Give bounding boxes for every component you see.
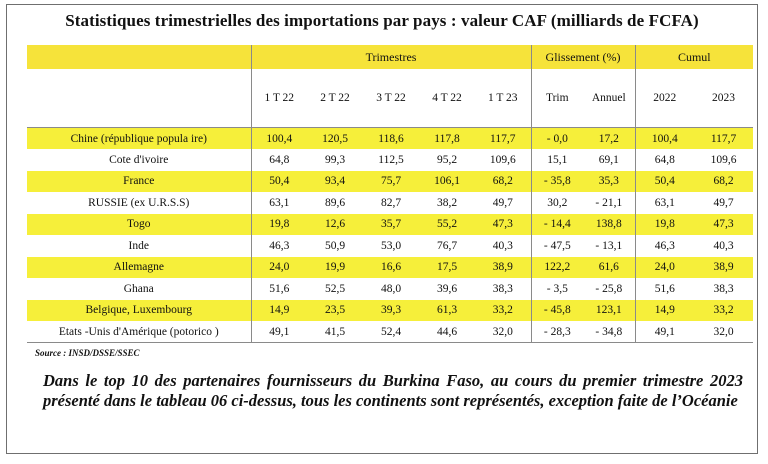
value-cell: 50,4	[251, 171, 307, 193]
column-header: 3 T 22	[363, 69, 419, 128]
value-cell: 52,4	[363, 321, 419, 343]
country-cell: Etats -Unis d'Amérique (potorico )	[27, 321, 251, 343]
value-cell: - 47,5	[531, 235, 583, 257]
document-frame	[6, 4, 758, 454]
value-cell: 47,3	[475, 214, 531, 236]
value-cell: 38,3	[492, 282, 513, 295]
source-note: Source : INSD/DSSE/SSEC	[35, 348, 140, 358]
value-cell: 63,1	[635, 192, 694, 214]
column-header: Annuel	[583, 69, 635, 128]
column-header: 1 T 23	[475, 69, 531, 128]
value-cell: 47,3	[694, 214, 753, 236]
value-cell: 32,0	[694, 321, 753, 343]
value-cell: 33,2	[475, 300, 531, 322]
value-cell: 51,6	[251, 278, 307, 300]
value-cell: 123,1	[583, 300, 635, 322]
value-cell: 38,2	[436, 196, 458, 209]
value-cell: 23,5	[307, 300, 363, 322]
header-column-row	[27, 69, 753, 128]
value-cell: 117,7	[475, 128, 531, 150]
value-cell: 122,2	[531, 257, 583, 279]
value-cell: 14,9	[251, 300, 307, 322]
value-cell: 51,6	[635, 278, 694, 300]
column-header: 2022	[635, 69, 694, 128]
value-cell: 46,3	[251, 235, 307, 257]
value-cell: 19,8	[251, 214, 307, 236]
table-row	[27, 192, 753, 214]
value-cell: 120,5	[307, 128, 363, 150]
value-cell: 100,4	[251, 128, 307, 150]
value-cell: 109,6	[489, 153, 516, 166]
value-cell: 64,8	[251, 149, 307, 171]
table-row	[27, 321, 753, 343]
value-cell: 17,5	[419, 257, 475, 279]
value-cell: 15,1	[531, 149, 583, 171]
value-cell: 39,6	[436, 282, 458, 295]
value-cell: - 14,4	[531, 214, 583, 236]
value-cell: 49,1	[251, 321, 307, 343]
value-cell: 63,1	[251, 192, 307, 214]
table-row	[27, 235, 753, 257]
value-cell: 112,5	[378, 153, 404, 166]
value-cell: 38,3	[713, 282, 734, 295]
country-cell: RUSSIE (ex U.R.S.S)	[88, 196, 190, 209]
value-cell: 49,7	[492, 196, 513, 209]
value-cell: - 21,1	[595, 196, 623, 209]
commentary-paragraph: Dans le top 10 des partenaires fournisseurs du Burkina Faso, au cours du premier trimestre 2023 présenté dans le tableau 06 ci-dessus, tous les continents sont représentés, exception faite de l’Océanie	[43, 371, 743, 410]
value-cell: 40,3	[713, 239, 734, 252]
value-cell: 50,9	[324, 239, 346, 252]
value-cell: 55,2	[419, 214, 475, 236]
value-cell: 49,7	[713, 196, 734, 209]
value-cell: 82,7	[380, 196, 402, 209]
value-cell: 30,2	[531, 192, 583, 214]
value-cell: 68,2	[475, 171, 531, 193]
value-cell: 40,3	[492, 239, 513, 252]
country-cell: Ghana	[123, 282, 154, 295]
table-row	[27, 128, 753, 150]
value-cell: - 34,8	[583, 321, 635, 343]
column-header: 4 T 22	[419, 69, 475, 128]
country-cell: Cote d'ivoire	[109, 153, 169, 166]
value-cell: 35,7	[363, 214, 419, 236]
header-blank-cell	[27, 45, 251, 69]
value-cell: 16,6	[363, 257, 419, 279]
column-header: 2 T 22	[307, 69, 363, 128]
value-cell: 53,0	[380, 239, 402, 252]
value-cell: 50,4	[635, 171, 694, 193]
value-cell: - 28,3	[531, 321, 583, 343]
value-cell: 48,0	[380, 282, 402, 295]
value-cell: 109,6	[710, 153, 737, 166]
value-cell: 49,1	[635, 321, 694, 343]
value-cell: 19,8	[635, 214, 694, 236]
value-cell: 118,6	[363, 128, 419, 150]
value-cell: 38,9	[475, 257, 531, 279]
header-glissement: Glissement (%)	[531, 45, 635, 69]
value-cell: 38,9	[694, 257, 753, 279]
value-cell: 76,7	[436, 239, 458, 252]
column-header: 1 T 22	[251, 69, 307, 128]
country-cell: Togo	[27, 214, 251, 236]
value-cell: 117,7	[694, 128, 753, 150]
header-trimestres: Trimestres	[251, 45, 531, 69]
value-cell: - 13,1	[595, 239, 623, 252]
value-cell: - 45,8	[531, 300, 583, 322]
value-cell: 117,8	[419, 128, 475, 150]
value-cell: 33,2	[694, 300, 753, 322]
value-cell: 89,6	[324, 196, 346, 209]
value-cell: 44,6	[419, 321, 475, 343]
value-cell: 24,0	[635, 257, 694, 279]
value-cell: 14,9	[635, 300, 694, 322]
value-cell: 61,3	[419, 300, 475, 322]
table-row	[27, 257, 753, 279]
country-cell: France	[27, 171, 251, 193]
header-country-cell	[27, 69, 251, 128]
value-cell: 68,2	[694, 171, 753, 193]
table-row	[27, 214, 753, 236]
column-header: 2023	[694, 69, 753, 128]
value-cell: 95,2	[436, 153, 458, 166]
value-cell: - 25,8	[595, 282, 623, 295]
value-cell: 41,5	[307, 321, 363, 343]
header-cumul: Cumul	[635, 45, 753, 69]
value-cell: 12,6	[307, 214, 363, 236]
value-cell: 75,7	[363, 171, 419, 193]
table-row	[27, 171, 753, 193]
country-cell: Belgique, Luxembourg	[27, 300, 251, 322]
country-cell: Chine (république popula ire)	[27, 128, 251, 150]
value-cell: 99,3	[324, 153, 346, 166]
value-cell: 39,3	[363, 300, 419, 322]
value-cell: 35,3	[583, 171, 635, 193]
value-cell: - 0,0	[531, 128, 583, 150]
value-cell: 17,2	[583, 128, 635, 150]
value-cell: - 3,5	[531, 278, 583, 300]
table-row	[27, 149, 753, 171]
header-group-row	[27, 45, 753, 69]
value-cell: 106,1	[419, 171, 475, 193]
value-cell: 138,8	[583, 214, 635, 236]
value-cell: 69,1	[598, 153, 619, 166]
value-cell: 52,5	[324, 282, 346, 295]
table-row	[27, 278, 753, 300]
value-cell: 19,9	[307, 257, 363, 279]
import-statistics-table	[27, 45, 753, 343]
value-cell: 24,0	[251, 257, 307, 279]
column-header: Trim	[531, 69, 583, 128]
value-cell: - 35,8	[531, 171, 583, 193]
country-cell: Inde	[128, 239, 149, 252]
value-cell: 93,4	[307, 171, 363, 193]
value-cell: 32,0	[475, 321, 531, 343]
table-row	[27, 300, 753, 322]
value-cell: 100,4	[635, 128, 694, 150]
value-cell: 61,6	[583, 257, 635, 279]
value-cell: 46,3	[635, 235, 694, 257]
country-cell: Allemagne	[27, 257, 251, 279]
table-title: Statistiques trimestrielles des importations par pays : valeur CAF (milliards de FCFA)	[65, 11, 699, 30]
value-cell: 64,8	[635, 149, 694, 171]
